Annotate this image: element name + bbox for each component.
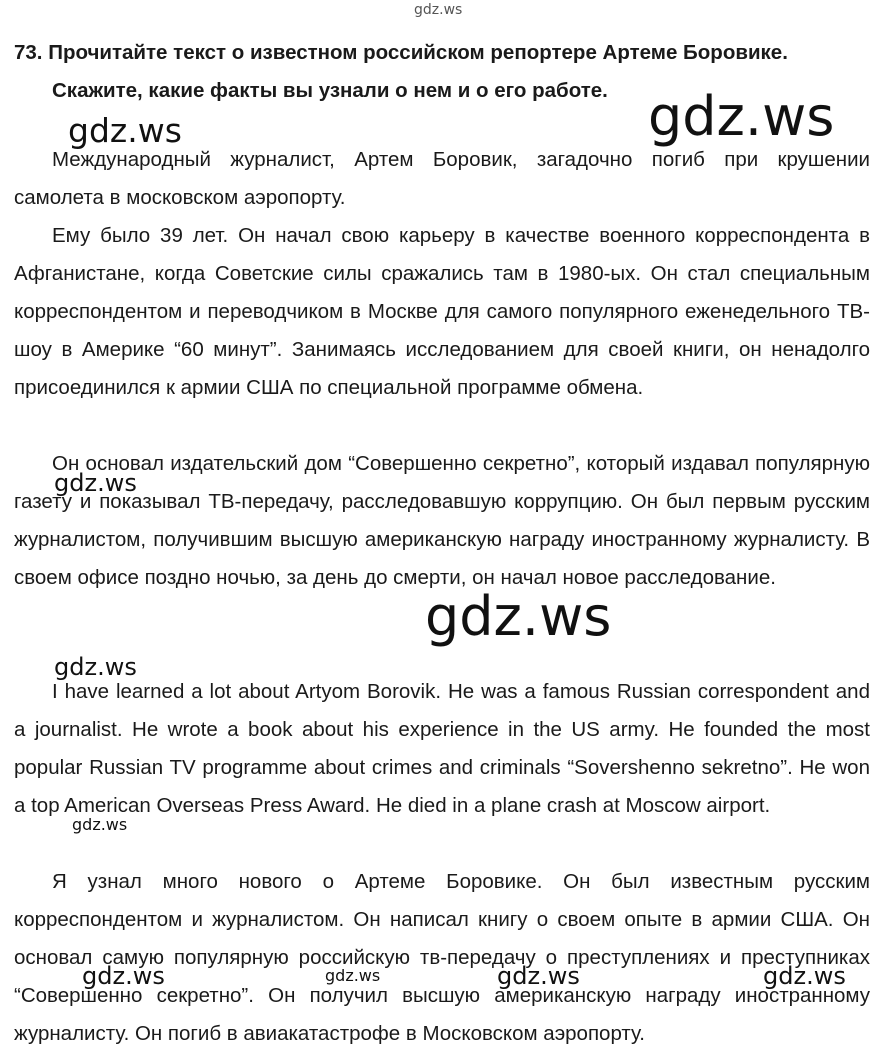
- watermark: gdz.ws: [763, 962, 846, 990]
- watermark: gdz.ws: [68, 111, 182, 150]
- exercise-number: 73.: [14, 41, 43, 64]
- russian-paragraph-1: Международный журналист, Артем Боровик, загадочно погиб при крушении самолета в московском аэропорту.: [14, 148, 870, 209]
- watermark-top: gdz.ws: [414, 2, 463, 18]
- exercise-instruction-line2: Скажите, какие факты вы узнали о нем и о его работе.: [52, 79, 608, 102]
- watermark: gdz.ws: [497, 962, 580, 990]
- english-answer: I have learned a lot about Artyom Borovik. He was a famous Russian correspondent and a journalist. He wrote a book about his experience in the US army. He founded the most popular Russian TV programme about crimes and criminals “Sovershenno sekretno”. He won a top American Overseas Press Award. He died in a plane crash at Moscow airport.: [14, 680, 870, 817]
- watermark-large: gdz.ws: [648, 85, 835, 148]
- watermark-small: gdz.ws: [325, 966, 381, 985]
- watermark: gdz.ws: [82, 962, 165, 990]
- russian-paragraph-2: Ему было 39 лет. Он начал свою карьеру в качестве военного корреспондента в Афганистане, когда Советские силы сражались там в 1980-ых. Он стал специальным корреспондентом и переводчиком в Москве для самого популярного еженедельного ТВ-шоу в Америке “60 минут”. Занимаясь исследованием для своей книги, он ненадолго присоединился к армии США по специальной программе обмена.: [14, 224, 870, 399]
- watermark: gdz.ws: [54, 653, 137, 681]
- watermark-large: gdz.ws: [425, 585, 612, 648]
- russian-answer: Я узнал много нового о Артеме Боровике. Он был известным русским корреспондентом и журналистом. Он написал книгу о своем опыте в армии США. Он основал самую популярную российскую тв-передачу о преступлениях и преступниках “Совершенно секретно”. Он получил высшую американскую награду иностранному журналисту. Он погиб в авиакатастрофе в Московском аэропорту.: [14, 870, 870, 1045]
- watermark-small: gdz.ws: [72, 815, 128, 834]
- russian-paragraph-3: Он основал издательский дом “Совершенно секретно”, который издавал популярную газету и показывал ТВ-передачу, расследовавшую коррупцию. Он был первым русским журналистом, получившим высшую американскую награду иностранному журналисту. В своем офисе поздно ночью, за день до смерти, он начал новое расследование.: [14, 452, 870, 589]
- exercise-instruction-line1: Прочитайте текст о известном российском репортере Артеме Боровике.: [48, 41, 788, 64]
- watermark: gdz.ws: [54, 469, 137, 497]
